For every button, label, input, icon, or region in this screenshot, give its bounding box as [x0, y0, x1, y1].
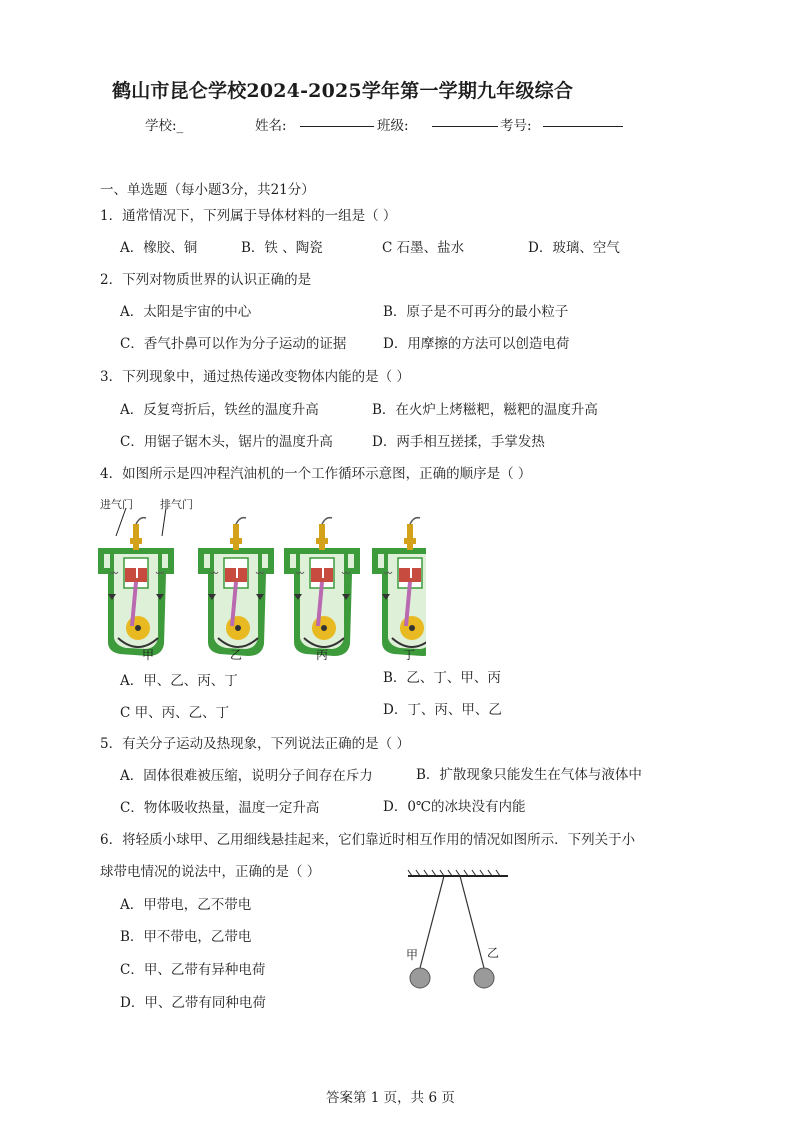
engine-cycle-figure: [96, 490, 426, 665]
q2-option-a: A．太阳是宇宙的中心: [120, 304, 252, 320]
q3-option-a: A．反复弯折后，铁丝的温度升高: [120, 402, 319, 418]
q4-option-d: D．丁、丙、甲、乙: [383, 702, 502, 718]
exhaust-valve-label: 排气门: [160, 498, 193, 511]
q3-option-b: B．在火炉上烤糍粑，糍粑的温度升高: [372, 402, 598, 418]
class-label: 班级:: [377, 118, 409, 134]
q1-option-d: D．玻璃、空气: [528, 240, 620, 256]
q3-option-c: C．用锯子锯木头，锯片的温度升高: [120, 434, 333, 450]
id-underline: [543, 126, 623, 127]
section-title: 一、单选题（每小题3分，共21分）: [100, 182, 315, 198]
q5-option-a: A．固体很难被压缩，说明分子间存在斥力: [120, 768, 373, 784]
q6-option-d: D．甲、乙带有同种电荷: [120, 995, 266, 1011]
question-6-stem-line2: 球带电情况的说法中，正确的是（ ）: [100, 864, 321, 880]
ball-label-jia: 甲: [406, 948, 419, 962]
q2-option-b: B．原子是不可再分的最小粒子: [383, 304, 569, 320]
class-underline: [432, 126, 498, 127]
q6-option-b: B．甲不带电，乙带电: [120, 929, 252, 945]
q5-option-c: C．物体吸收热量，温度一定升高: [120, 800, 320, 816]
engine-label-bing: 丙: [316, 648, 329, 662]
hanging-balls-figure: [404, 866, 514, 998]
name-label: 姓名:: [255, 118, 287, 134]
question-5-stem: 5．有关分子运动及热现象，下列说法正确的是（ ）: [100, 736, 410, 752]
question-3-stem: 3．下列现象中，通过热传递改变物体内能的是（ ）: [100, 369, 410, 385]
engine-label-yi: 乙: [230, 648, 243, 662]
q4-option-a: A．甲、乙、丙、丁: [120, 673, 238, 689]
id-label: 考号:: [500, 118, 532, 134]
q2-option-d: D．用摩擦的方法可以创造电荷: [383, 336, 570, 352]
q5-option-d: D．0℃的冰块没有内能: [383, 799, 526, 815]
question-6-stem-line1: 6．将轻质小球甲、乙用细线悬挂起来，它们靠近时相互作用的情况如图所示．下列关于小: [100, 832, 636, 848]
school-label: 学校:_: [145, 118, 184, 134]
question-2-stem: 2．下列对物质世界的认识正确的是: [100, 272, 312, 288]
q1-option-c: C 石墨、盐水: [382, 240, 465, 256]
q4-option-b: B．乙、丁、甲、丙: [383, 670, 501, 686]
q1-option-a: A．橡胶、铜: [120, 240, 198, 256]
ball-label-yi: 乙: [487, 946, 500, 960]
engine-label-jia: 甲: [142, 648, 155, 662]
q3-option-d: D．两手相互搓揉，手掌发热: [372, 434, 545, 450]
q6-option-c: C．甲、乙带有异种电荷: [120, 962, 266, 978]
q6-option-a: A．甲带电，乙不带电: [120, 897, 252, 913]
q2-option-c: C．香气扑鼻可以作为分子运动的证据: [120, 336, 347, 352]
question-4-stem: 4．如图所示是四冲程汽油机的一个工作循环示意图，正确的顺序是（ ）: [100, 466, 532, 482]
q4-option-c: C 甲、丙、乙、丁: [120, 705, 230, 721]
page-footer: 答案第 1 页，共 6 页: [326, 1090, 455, 1106]
name-underline: [300, 126, 374, 127]
engine-label-ding: 丁: [403, 648, 416, 662]
intake-valve-label: 进气门: [100, 498, 133, 511]
exam-title: 鹤山市昆仑学校2024-2025学年第一学期九年级综合: [112, 80, 574, 102]
q1-option-b: B．铁 、陶瓷: [241, 240, 323, 256]
q5-option-b: B．扩散现象只能发生在气体与液体中: [416, 767, 642, 783]
question-1-stem: 1．通常情况下，下列属于导体材料的一组是（ ）: [100, 208, 397, 224]
